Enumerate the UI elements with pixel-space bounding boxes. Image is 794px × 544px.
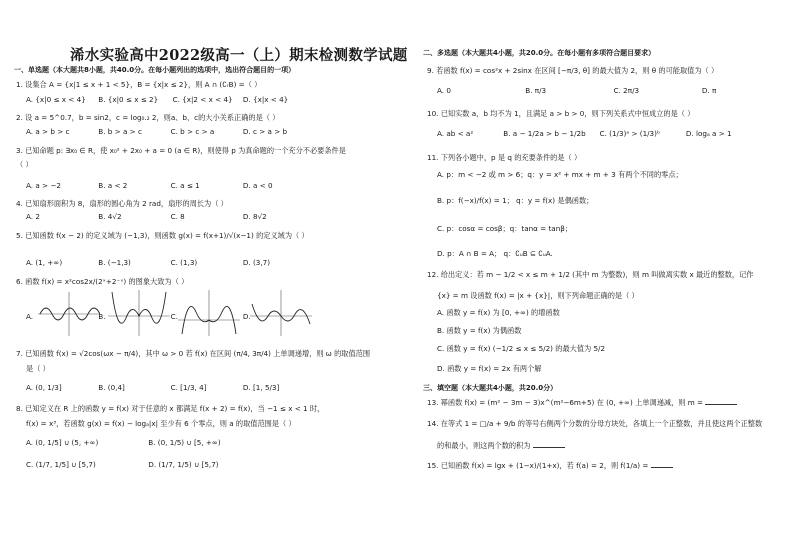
option-b: B. 4√2 bbox=[98, 212, 122, 221]
question-9: 9. 若函数 f(x) = cos²x + 2sinx 在区间 [−π/3, θ] 的最大值为 2，则 θ 的可能取值为（ ） bbox=[427, 66, 719, 75]
question-1-options bbox=[26, 95, 288, 104]
option-b: B. π/3 bbox=[525, 86, 547, 95]
option-c: C. 8 bbox=[170, 212, 185, 221]
question-14-cont bbox=[437, 441, 565, 450]
question-11: 11. 下列各小题中，p 是 q 的充要条件的是（ ） bbox=[427, 153, 582, 162]
question-4-options bbox=[26, 212, 267, 221]
option-a: A. (0, 1/5] ∪ (5, +∞) bbox=[26, 438, 99, 447]
graph-d bbox=[250, 290, 312, 336]
question-12-b: B. 函数 y = f(x) 为偶函数 bbox=[437, 326, 522, 335]
question-14: 14. 在等式 1 = □/a + 9/b 的等号右侧两个分数的分母方块处，各填上一个正整数，并且使这两个正整数 bbox=[427, 419, 763, 428]
question-7: 7. 已知函数 f(x) = √2cos(ωx − π/4)，其中 ω > 0 若 f(x) 在区间 (π/4, 3π/4) 上单调递增，则 ω 的取值范围 bbox=[16, 349, 371, 358]
option-a: A. {x|0 ≤ x < 4} bbox=[26, 95, 86, 104]
question-10-options bbox=[437, 129, 732, 138]
question-4: 4. 已知扇形面积为 8，扇形的圆心角为 2 rad，扇形的周长为（ ） bbox=[16, 199, 228, 208]
question-2: 2. 设 a = 5^0.7，b = sin2，c = log₀.₂ 2，则a、b、c的大小关系正确的是（ ） bbox=[16, 113, 280, 122]
question-13 bbox=[427, 398, 737, 407]
exam-title: 浠水实验高中2022级高一（上）期末检测数学试题 bbox=[70, 47, 408, 64]
question-12: 12. 给出定义：若 m − 1/2 < x ≤ m + 1/2 (其中 m 为整数)，则 m 叫做离实数 x 最近的整数，记作 bbox=[427, 270, 754, 279]
section-multiple-choice: 二、多选题（本大题共4小题，共20.0分。在每小题有多项符合题目要求） bbox=[423, 49, 656, 57]
option-d: D. π bbox=[701, 86, 717, 95]
option-c: C. {x|2 < x < 4} bbox=[172, 95, 233, 104]
question-7-paren: 是（ ） bbox=[26, 364, 50, 373]
question-3-paren: （ ） bbox=[16, 160, 33, 169]
option-b: B. a < 2 bbox=[98, 181, 128, 190]
question-3-options bbox=[26, 181, 273, 190]
option-b: B. (0,4] bbox=[98, 383, 125, 392]
question-10: 10. 已知实数 a，b 均不为 1，且满足 a > b > 0，则下列关系式中恒成立的是（ ） bbox=[427, 109, 695, 118]
option-a: A. ab < a² bbox=[437, 129, 474, 138]
question-5: 5. 已知函数 f(x − 2) 的定义域为 (−1,3)，则函数 g(x) = f(x+1)/√(x−1) 的定义域为（ ） bbox=[16, 231, 309, 240]
question-12-d: D. 函数 y = f(x) = 2x 有两个解 bbox=[437, 364, 542, 373]
question-3: 3. 已知命题 p: ∃x₀ ∈ R，使 x₀² + 2x₀ + a = 0 (a ∈ R)，则使得 p 为真命题的一个充分不必要条件是 bbox=[16, 146, 346, 155]
option-a: A. (1, +∞) bbox=[26, 258, 63, 267]
option-a: A. 0 bbox=[437, 86, 451, 95]
option-b: B. a − 1/2a > b − 1/2b bbox=[503, 129, 586, 138]
option-d: D. c > a > b bbox=[242, 127, 288, 136]
section-single-choice: 一、单选题（本大题共8小题，共40.0分。在每小题列出的选项中，选出符合题目的一项） bbox=[14, 66, 296, 74]
option-d: D. {x|x < 4} bbox=[242, 95, 289, 104]
question-7-options bbox=[26, 383, 279, 392]
option-c: C. (1/7, 1/5] ∪ [5,7) bbox=[26, 460, 96, 469]
option-a: A. 2 bbox=[26, 212, 40, 221]
question-11-b: B. p：f(−x)/f(x) = 1； q：y = f(x) 是偶函数； bbox=[437, 196, 594, 205]
option-a: A. bbox=[26, 312, 34, 321]
option-b: B. b > a > c bbox=[98, 127, 142, 136]
question-11-a: A. p：m < −2 或 m > 6；q：y = x² + mx + m + 3 有两个不同的零点； bbox=[437, 170, 683, 179]
option-d: D. a < 0 bbox=[242, 181, 273, 190]
question-8: 8. 已知定义在 R 上的函数 y = f(x) 对于任意的 x 都满足 f(x + 2) = f(x)，当 −1 ≤ x < 1 时， bbox=[16, 404, 325, 413]
option-b: B. (0, 1/5) ∪ [5, +∞) bbox=[148, 438, 221, 447]
question-1: 1. 设集合 A = {x|1 ≤ x + 1 < 5}，B = {x|x ≤ 2}，则 A ∩ (∁ᵣB) =（ ） bbox=[16, 80, 262, 89]
question-8-options-cd bbox=[26, 460, 219, 469]
option-d: D. logₐ a > 1 bbox=[685, 129, 732, 138]
option-d: D. (3,7) bbox=[242, 258, 271, 267]
option-a: A. (0, 1/3] bbox=[26, 383, 62, 392]
answer-blank[interactable] bbox=[533, 441, 565, 448]
graph-c bbox=[178, 290, 240, 336]
question-14-text: 的和最小，则这两个数的积为 bbox=[437, 441, 531, 450]
option-c: C. a ≤ 1 bbox=[170, 181, 200, 190]
option-b: B. {x|0 ≤ x ≤ 2} bbox=[98, 95, 159, 104]
option-a: A. a > b > c bbox=[26, 127, 70, 136]
question-11-d: D. p：A ∩ B = A； q：∁ᵤB ⊆ ∁ᵤA. bbox=[437, 249, 553, 258]
graph-a bbox=[38, 292, 100, 336]
question-2-options bbox=[26, 127, 287, 136]
option-c: C. bbox=[170, 312, 178, 321]
option-c: C. (1/3)ᵃ > (1/3)ᵇ bbox=[599, 129, 661, 138]
option-c: C. [1/3, 4] bbox=[170, 383, 207, 392]
option-d: D. (1/7, 1/5) ∪ [5,7) bbox=[148, 460, 219, 469]
graph-b bbox=[108, 290, 170, 336]
question-13-text: 13. 幂函数 f(x) = (m² − 3m − 3)x^(m²−6m+5) 在 (0, +∞) 上单调递减，则 m = bbox=[427, 398, 704, 407]
question-5-options bbox=[26, 258, 270, 267]
question-9-options bbox=[437, 86, 716, 95]
option-d: D. bbox=[242, 312, 251, 321]
question-8-options-ab bbox=[26, 438, 221, 447]
question-12-a: A. 函数 y = f(x) 为 [0, +∞) 的增函数 bbox=[437, 308, 560, 317]
option-c: C. (1,3) bbox=[170, 258, 198, 267]
option-b: B. bbox=[98, 312, 106, 321]
question-8-cont: f(x) = x³，若函数 g(x) = f(x) − logₐ|x| 至少有 6 个零点，则 a 的取值范围是（ ） bbox=[26, 419, 296, 428]
question-12-c: C. 函数 y = f(x) (−1/2 ≤ x ≤ 5/2) 的最大值为 5/2 bbox=[437, 344, 606, 353]
question-15-text: 15. 已知函数 f(x) = lgx + (1−x)/(1+x)，若 f(a) = 2，则 f(1/a) = bbox=[427, 461, 649, 470]
answer-blank[interactable] bbox=[705, 398, 737, 405]
question-12-cont: {x} = m 设函数 f(x) = |x + {x}|，则下列命题正确的是（ ） bbox=[437, 291, 639, 300]
answer-blank[interactable] bbox=[651, 461, 673, 468]
question-6: 6. 函数 f(x) = x²cos2x/(2ˣ+2⁻ˣ) 的图象大致为（ ） bbox=[16, 277, 189, 286]
option-d: D. [1, 5/3] bbox=[242, 383, 280, 392]
option-b: B. (−1,3) bbox=[98, 258, 131, 267]
option-d: D. 8√2 bbox=[242, 212, 267, 221]
option-a: A. a > −2 bbox=[26, 181, 61, 190]
option-c: C. 2π/3 bbox=[613, 86, 640, 95]
option-c: C. b > c > a bbox=[170, 127, 215, 136]
question-15 bbox=[427, 461, 673, 470]
section-fill-in: 三、填空题（本大题共4小题，共20.0分） bbox=[423, 384, 558, 392]
question-11-c: C. p：cosα = cosβ；q：tanα = tanβ； bbox=[437, 224, 573, 233]
